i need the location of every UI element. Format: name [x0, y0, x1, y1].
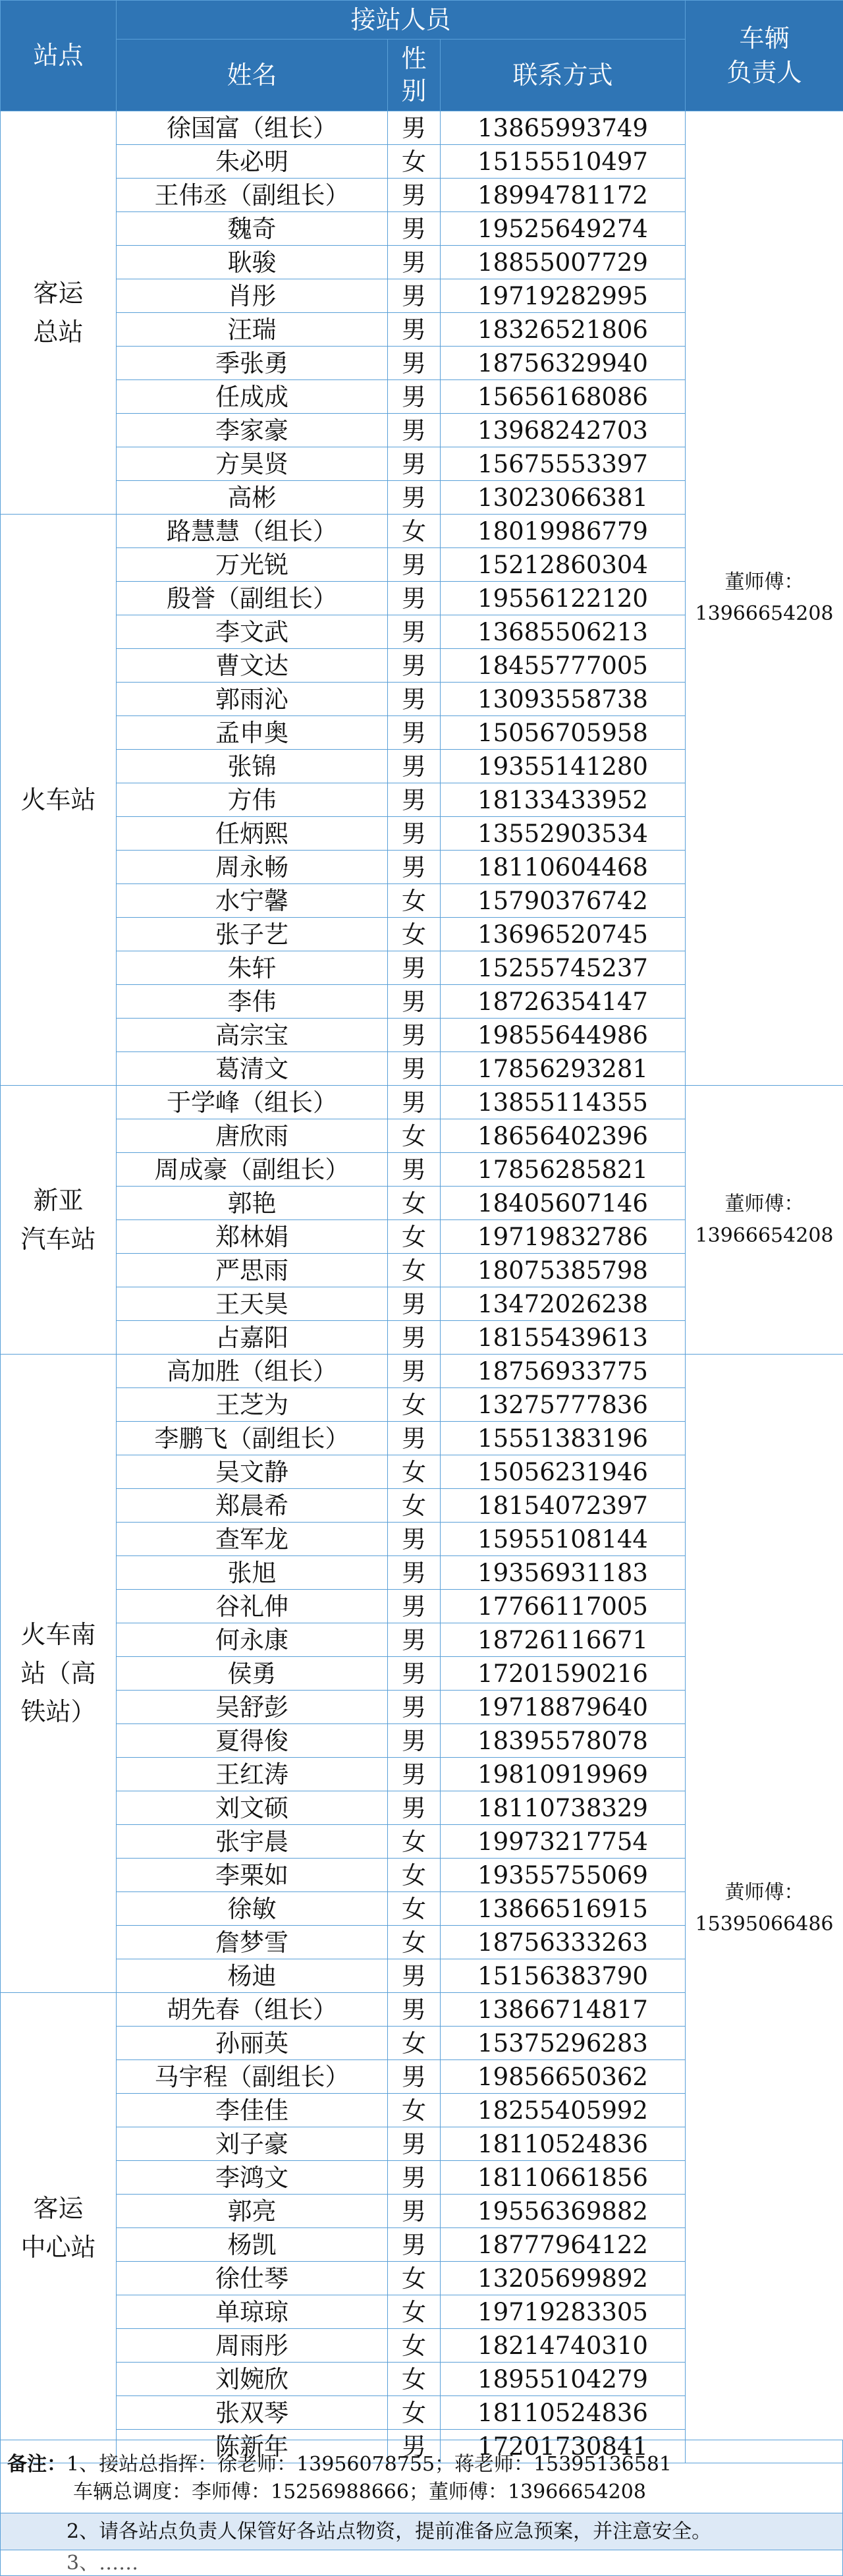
phone-cell: 18110604468	[441, 851, 686, 884]
site-cell: 客运 中心站	[1, 1993, 117, 2463]
sex-cell: 男	[388, 1657, 441, 1691]
name-cell: 陈新年	[117, 2430, 388, 2463]
name-cell: 郑林娟	[117, 1220, 388, 1254]
name-cell: 郭艳	[117, 1187, 388, 1220]
sex-cell: 女	[388, 1926, 441, 1959]
sex-cell: 男	[388, 313, 441, 347]
phone-cell: 18756329940	[441, 347, 686, 380]
sex-cell: 男	[388, 783, 441, 817]
phone-cell: 19973217754	[441, 1825, 686, 1859]
phone-cell: 18154072397	[441, 1489, 686, 1523]
name-cell: 方伟	[117, 783, 388, 817]
sex-cell: 女	[388, 1825, 441, 1859]
phone-cell: 19719832786	[441, 1220, 686, 1254]
header-receivers: 接站人员	[117, 1, 686, 40]
sex-cell: 男	[388, 683, 441, 716]
name-cell: 路慧慧（组长）	[117, 515, 388, 548]
phone-cell: 19719283305	[441, 2295, 686, 2329]
sex-cell: 男	[388, 212, 441, 246]
phone-cell: 17766117005	[441, 1590, 686, 1623]
name-cell: 李伟	[117, 985, 388, 1019]
sex-cell: 男	[388, 2161, 441, 2195]
sex-cell: 男	[388, 347, 441, 380]
phone-cell: 19718879640	[441, 1691, 686, 1724]
notes-section	[0, 2440, 843, 2576]
sex-cell: 女	[388, 1187, 441, 1220]
notes-line-4: 3、……	[0, 2550, 843, 2576]
phone-cell: 19355141280	[441, 750, 686, 783]
phone-cell: 18110524836	[441, 2127, 686, 2161]
vehicle-phone: 13966654208	[695, 1223, 834, 1247]
sex-cell: 女	[388, 1892, 441, 1926]
notes-line-1	[7, 2451, 842, 2478]
notes-line1-text: 1、接站总指挥：徐老师：13956078755；蒋老师：15395136581	[67, 2453, 672, 2476]
name-cell: 高彬	[117, 481, 388, 515]
notes-label: 备注：	[7, 2453, 67, 2476]
vehicle-phone: 15395066486	[695, 1913, 834, 1936]
vehicle-driver: 黄师傅：	[724, 1881, 804, 1904]
sex-cell: 女	[388, 884, 441, 918]
sex-cell: 男	[388, 1287, 441, 1321]
sex-cell: 女	[388, 1455, 441, 1489]
name-cell: 万光锐	[117, 548, 388, 582]
sex-cell: 男	[388, 2430, 441, 2463]
sex-cell: 男	[388, 1590, 441, 1623]
name-cell: 王芝为	[117, 1388, 388, 1422]
phone-cell: 19719282995	[441, 279, 686, 313]
name-cell: 侯勇	[117, 1657, 388, 1691]
sex-cell: 女	[388, 1388, 441, 1422]
name-cell: 詹梦雪	[117, 1926, 388, 1959]
sex-cell: 男	[388, 481, 441, 515]
name-cell: 胡先春（组长）	[117, 1993, 388, 2027]
name-cell: 水宁馨	[117, 884, 388, 918]
sex-cell: 男	[388, 1791, 441, 1825]
phone-cell: 17856293281	[441, 1052, 686, 1086]
sex-cell: 男	[388, 1758, 441, 1791]
phone-cell: 19556122120	[441, 582, 686, 615]
phone-cell: 19525649274	[441, 212, 686, 246]
header-site: 站点	[1, 1, 117, 111]
sex-cell: 男	[388, 246, 441, 279]
name-cell: 汪瑞	[117, 313, 388, 347]
phone-cell: 15056705958	[441, 716, 686, 750]
phone-cell: 18326521806	[441, 313, 686, 347]
name-cell: 王伟丞（副组长）	[117, 179, 388, 212]
sex-cell: 女	[388, 2363, 441, 2396]
vehicle-driver: 董师傅：	[724, 1192, 804, 1216]
phone-cell: 15955108144	[441, 1523, 686, 1556]
header-vehicle-line1: 车辆	[739, 24, 790, 53]
header-sex-line2: 别	[401, 76, 427, 105]
phone-cell: 13472026238	[441, 1287, 686, 1321]
sex-cell: 男	[388, 2228, 441, 2262]
sex-cell: 男	[388, 1724, 441, 1758]
name-cell: 吴舒彭	[117, 1691, 388, 1724]
phone-cell: 13552903534	[441, 817, 686, 851]
sex-cell: 女	[388, 1859, 441, 1892]
sex-cell: 男	[388, 111, 441, 145]
phone-cell: 17201730841	[441, 2430, 686, 2463]
sex-cell: 男	[388, 2060, 441, 2094]
name-cell: 李鹏飞（副组长）	[117, 1422, 388, 1455]
name-cell: 任炳熙	[117, 817, 388, 851]
phone-cell: 18133433952	[441, 783, 686, 817]
vehicle-cell	[686, 111, 843, 1086]
name-cell: 周永畅	[117, 851, 388, 884]
sex-cell: 男	[388, 750, 441, 783]
sex-cell: 女	[388, 2027, 441, 2060]
name-cell: 谷礼伸	[117, 1590, 388, 1623]
sex-cell: 男	[388, 615, 441, 649]
phone-cell: 15056231946	[441, 1455, 686, 1489]
sex-cell: 男	[388, 582, 441, 615]
name-cell: 李栗如	[117, 1859, 388, 1892]
vehicle-cell	[686, 1086, 843, 1355]
name-cell: 朱轩	[117, 951, 388, 985]
name-cell: 方昊贤	[117, 447, 388, 481]
phone-cell: 13685506213	[441, 615, 686, 649]
sex-cell: 女	[388, 2295, 441, 2329]
name-cell: 刘婉欣	[117, 2363, 388, 2396]
name-cell: 徐仕琴	[117, 2262, 388, 2295]
site-cell: 新亚 汽车站	[1, 1086, 117, 1355]
phone-cell: 18110738329	[441, 1791, 686, 1825]
name-cell: 李文武	[117, 615, 388, 649]
phone-cell: 17201590216	[441, 1657, 686, 1691]
sex-cell: 女	[388, 515, 441, 548]
phone-cell: 13866714817	[441, 1993, 686, 2027]
phone-cell: 19856650362	[441, 2060, 686, 2094]
notes-line-3: 2、请各站点负责人保管好各站点物资，提前准备应急预案，并注意安全。	[0, 2513, 843, 2550]
name-cell: 郑晨希	[117, 1489, 388, 1523]
phone-cell: 18777964122	[441, 2228, 686, 2262]
header-name: 姓名	[117, 40, 388, 111]
name-cell: 张宇晨	[117, 1825, 388, 1859]
sex-cell: 男	[388, 1993, 441, 2027]
phone-cell: 19855644986	[441, 1019, 686, 1052]
name-cell: 王红涛	[117, 1758, 388, 1791]
phone-cell: 18656402396	[441, 1119, 686, 1153]
sex-cell: 男	[388, 1422, 441, 1455]
phone-cell: 15155510497	[441, 145, 686, 179]
vehicle-phone: 13966654208	[695, 602, 834, 625]
name-cell: 吴文静	[117, 1455, 388, 1489]
name-cell: 杨迪	[117, 1959, 388, 1993]
phone-cell: 15656168086	[441, 380, 686, 414]
sex-cell: 男	[388, 649, 441, 683]
table-row	[1, 1355, 843, 1388]
header-vehicle	[686, 1, 843, 111]
sex-cell: 女	[388, 2094, 441, 2127]
name-cell: 张旭	[117, 1556, 388, 1590]
sex-cell: 男	[388, 1019, 441, 1052]
phone-cell: 18405607146	[441, 1187, 686, 1220]
phone-cell: 18955104279	[441, 2363, 686, 2396]
name-cell: 占嘉阳	[117, 1321, 388, 1355]
sex-cell: 男	[388, 548, 441, 582]
phone-cell: 18255405992	[441, 2094, 686, 2127]
header-sex-line1: 性	[401, 43, 427, 73]
phone-cell: 13968242703	[441, 414, 686, 447]
name-cell: 周成豪（副组长）	[117, 1153, 388, 1187]
sex-cell: 男	[388, 1355, 441, 1388]
sex-cell: 男	[388, 1321, 441, 1355]
phone-cell: 18994781172	[441, 179, 686, 212]
header-sex	[388, 40, 441, 111]
name-cell: 高宗宝	[117, 1019, 388, 1052]
notes-line2-text: 车辆总调度：李师傅：15256988666；董师傅：13966654208	[73, 2480, 646, 2504]
phone-cell: 15156383790	[441, 1959, 686, 1993]
phone-cell: 15551383196	[441, 1422, 686, 1455]
name-cell: 孙丽英	[117, 2027, 388, 2060]
vehicle-cell	[686, 1355, 843, 2463]
sex-cell: 男	[388, 951, 441, 985]
name-cell: 张双琴	[117, 2396, 388, 2430]
name-cell: 郭雨沁	[117, 683, 388, 716]
phone-cell: 13023066381	[441, 481, 686, 515]
name-cell: 单琼琼	[117, 2295, 388, 2329]
sex-cell: 男	[388, 1153, 441, 1187]
sex-cell: 男	[388, 179, 441, 212]
phone-cell: 18455777005	[441, 649, 686, 683]
phone-cell: 19810919969	[441, 1758, 686, 1791]
sex-cell: 女	[388, 1220, 441, 1254]
notes-block-1	[0, 2440, 843, 2513]
phone-cell: 18155439613	[441, 1321, 686, 1355]
name-cell: 李佳佳	[117, 2094, 388, 2127]
sex-cell: 女	[388, 145, 441, 179]
sex-cell: 男	[388, 817, 441, 851]
sex-cell: 男	[388, 2195, 441, 2228]
sex-cell: 男	[388, 380, 441, 414]
name-cell: 刘文硕	[117, 1791, 388, 1825]
name-cell: 徐国富（组长）	[117, 111, 388, 145]
phone-cell: 18019986779	[441, 515, 686, 548]
name-cell: 严思雨	[117, 1254, 388, 1287]
name-cell: 魏奇	[117, 212, 388, 246]
phone-cell: 19355755069	[441, 1859, 686, 1892]
phone-cell: 18395578078	[441, 1724, 686, 1758]
phone-cell: 13866516915	[441, 1892, 686, 1926]
phone-cell: 13205699892	[441, 2262, 686, 2295]
name-cell: 周雨彤	[117, 2329, 388, 2363]
sex-cell: 女	[388, 1119, 441, 1153]
name-cell: 何永康	[117, 1623, 388, 1657]
sex-cell: 男	[388, 279, 441, 313]
phone-cell: 13093558738	[441, 683, 686, 716]
name-cell: 杨凯	[117, 2228, 388, 2262]
table-row	[1, 111, 843, 145]
phone-cell: 18855007729	[441, 246, 686, 279]
sex-cell: 男	[388, 1623, 441, 1657]
phone-cell: 13275777836	[441, 1388, 686, 1422]
name-cell: 张子艺	[117, 918, 388, 951]
name-cell: 曹文达	[117, 649, 388, 683]
sex-cell: 女	[388, 918, 441, 951]
sex-cell: 男	[388, 1691, 441, 1724]
phone-cell: 18075385798	[441, 1254, 686, 1287]
name-cell: 朱必明	[117, 145, 388, 179]
phone-cell: 18756933775	[441, 1355, 686, 1388]
phone-cell: 17856285821	[441, 1153, 686, 1187]
phone-cell: 15255745237	[441, 951, 686, 985]
sex-cell: 男	[388, 1052, 441, 1086]
phone-cell: 18214740310	[441, 2329, 686, 2363]
sex-cell: 女	[388, 2329, 441, 2363]
site-cell: 火车南 站（高 铁站）	[1, 1355, 117, 1993]
sex-cell: 女	[388, 1489, 441, 1523]
sex-cell: 男	[388, 2127, 441, 2161]
phone-cell: 19356931183	[441, 1556, 686, 1590]
name-cell: 王天昊	[117, 1287, 388, 1321]
site-cell: 火车站	[1, 515, 117, 1086]
sex-cell: 男	[388, 985, 441, 1019]
vehicle-driver: 董师傅：	[724, 571, 804, 594]
name-cell: 于学峰（组长）	[117, 1086, 388, 1119]
site-cell: 客运 总站	[1, 111, 117, 515]
name-cell: 耿骏	[117, 246, 388, 279]
name-cell: 高加胜（组长）	[117, 1355, 388, 1388]
sex-cell: 女	[388, 2262, 441, 2295]
name-cell: 徐敏	[117, 1892, 388, 1926]
phone-cell: 13855114355	[441, 1086, 686, 1119]
phone-cell: 18110661856	[441, 2161, 686, 2195]
sex-cell: 男	[388, 447, 441, 481]
phone-cell: 18756333263	[441, 1926, 686, 1959]
phone-cell: 18110524836	[441, 2396, 686, 2430]
sex-cell: 男	[388, 851, 441, 884]
name-cell: 刘子豪	[117, 2127, 388, 2161]
sex-cell: 男	[388, 716, 441, 750]
name-cell: 孟申奥	[117, 716, 388, 750]
phone-cell: 18726116671	[441, 1623, 686, 1657]
name-cell: 任成成	[117, 380, 388, 414]
phone-cell: 15212860304	[441, 548, 686, 582]
sex-cell: 男	[388, 414, 441, 447]
sex-cell: 女	[388, 1254, 441, 1287]
name-cell: 夏得俊	[117, 1724, 388, 1758]
phone-cell: 13696520745	[441, 918, 686, 951]
name-cell: 葛清文	[117, 1052, 388, 1086]
name-cell: 肖彤	[117, 279, 388, 313]
sex-cell: 女	[388, 2396, 441, 2430]
name-cell: 郭亮	[117, 2195, 388, 2228]
phone-cell: 15790376742	[441, 884, 686, 918]
sex-cell: 男	[388, 1523, 441, 1556]
sex-cell: 男	[388, 1086, 441, 1119]
name-cell: 唐欣雨	[117, 1119, 388, 1153]
phone-cell: 19556369882	[441, 2195, 686, 2228]
phone-cell: 15675553397	[441, 447, 686, 481]
phone-cell: 15375296283	[441, 2027, 686, 2060]
name-cell: 李鸿文	[117, 2161, 388, 2195]
table-row	[1, 1086, 843, 1119]
name-cell: 马宇程（副组长）	[117, 2060, 388, 2094]
name-cell: 查军龙	[117, 1523, 388, 1556]
header-vehicle-line2: 负责人	[726, 57, 802, 87]
sex-cell: 男	[388, 1556, 441, 1590]
phone-cell: 13865993749	[441, 111, 686, 145]
name-cell: 李家豪	[117, 414, 388, 447]
sex-cell: 男	[388, 1959, 441, 1993]
name-cell: 殷誉（副组长）	[117, 582, 388, 615]
header-phone: 联系方式	[441, 40, 686, 111]
phone-cell: 18726354147	[441, 985, 686, 1019]
name-cell: 张锦	[117, 750, 388, 783]
notes-line-2	[7, 2478, 842, 2506]
name-cell: 季张勇	[117, 347, 388, 380]
